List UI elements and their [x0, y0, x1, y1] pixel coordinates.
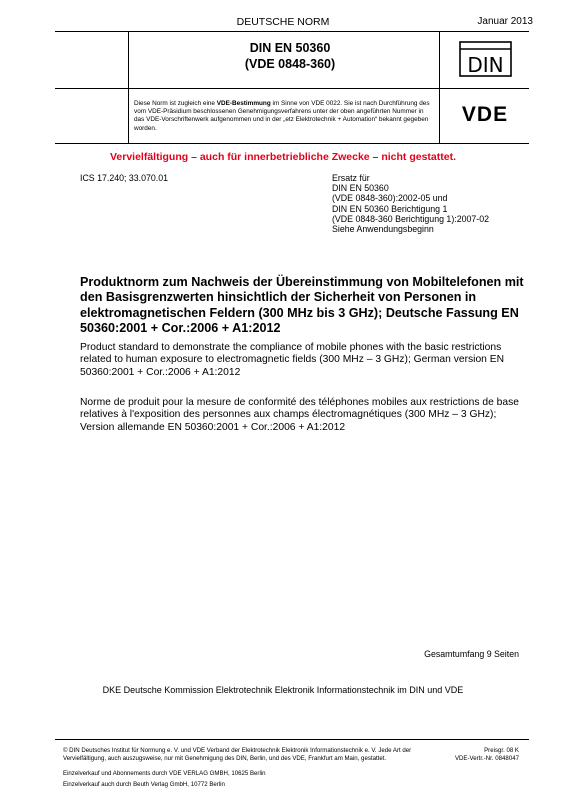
price-info [455, 747, 519, 762]
replaces-line: Ersatz für [332, 173, 370, 183]
vde-logo-text: VDE [461, 103, 509, 125]
vde-order-number: VDE-Vertr.-Nr. 0848047 [454, 754, 519, 762]
header-rule [55, 31, 529, 32]
standard-number: DIN EN 50360 [249, 41, 331, 55]
intro-text-bold: VDE-Bestimmung [216, 100, 271, 107]
intro-block-rule [55, 143, 529, 144]
document-type-label: DEUTSCHE NORM [236, 16, 330, 28]
copyright-notice: © DIN Deutsches Institut für Normung e. V. und VDE Verband der Elektrotechnik Elektronik Informationstechnik e. V. Jede Art der Vervielfältigung, auch auszugsweise, nur mit Genehmigung des DIN, Berlin, und des VDE, Frankfurt am Main, gestattet. [63, 747, 412, 762]
title-english: Product standard to demonstrate the compliance of mobile phones with the basic restrictions related to human exposure to electromagnetic fields (300 MHz – 3 GHz); German version EN 50360:2001 + Cor.:2006 + A1:2012 [80, 342, 505, 378]
din-logo-text: DIN [467, 53, 504, 77]
replaces-line: DIN EN 50360 Berichtigung 1 [332, 203, 448, 214]
footer-rule [55, 739, 529, 740]
replaces-block [332, 173, 532, 234]
intro-text-after: im Sinne von VDE 0022. Sie ist nach Durchführung des vom VDE-Präsidium beschlossenen Genehmigungsverfahrens unter der oben angeführten Nummer in das VDE-Vorschriftenwerk aufgenommen und in der „etz Elektrotechnik + Automation“ bekannt gegeben worden. [134, 100, 430, 132]
dke-committee: DKE Deutsche Kommission Elektrotechnik Elektronik Informationstechnik im DIN und VDE [102, 685, 464, 695]
distribution-beuth: Einzelverkauf auch durch Beuth Verlag GmbH, 10772 Berlin [63, 781, 225, 788]
distribution-vde: Einzelverkauf und Abonnements durch VDE VERLAG GMBH, 10625 Berlin [63, 770, 266, 777]
publication-date: Januar 2013 [477, 16, 533, 27]
vde-logo [447, 101, 523, 125]
title-block-rule [55, 88, 529, 89]
vde-regulation-statement [134, 100, 434, 133]
replaces-line: (VDE 0848-360 Berichtigung 1):2007-02 [332, 213, 489, 224]
title-german: Produktnorm zum Nachweis der Übereinstimmung von Mobiltelefonen mit den Basisgrenzwerten hinsichtlich der Sicherheit von Personen in elektromagnetischen Feldern (300 MHz bis 3 GHz); Deutsche Fassung EN 50360:2001 + Cor.:2006 + A1:2012 [80, 275, 524, 336]
intro-text-before: Diese Norm ist zugleich eine [134, 100, 217, 107]
replaces-line: Siehe Anwendungsbeginn [332, 224, 434, 235]
replaces-line: DIN EN 50360 [332, 183, 389, 194]
ics-code: ICS 17.240; 33.070.01 [80, 173, 169, 183]
top-header [0, 16, 566, 30]
din-logo [459, 41, 512, 77]
standard-number-block [130, 40, 450, 72]
frame-divider-left [128, 31, 129, 143]
title-french: Norme de produit pour la mesure de conformité des téléphones mobiles aux restrictions de base relatives à l'exposition des personnes aux champs électromagnétiques (300 MHz – 3 GHz); Version allemande EN 50360:2001 + Cor.:2006 + A1:2012 [80, 397, 519, 433]
reproduction-notice: Vervielfältigung – auch für innerbetriebliche Zwecke – nicht gestattet. [109, 151, 456, 163]
vde-classification: (VDE 0848-360) [244, 57, 336, 71]
price-group: Preisgr. 08 K [484, 747, 519, 754]
total-pages: Gesamtumfang 9 Seiten [424, 649, 519, 659]
replaces-line: (VDE 0848-360):2002-05 und [332, 193, 448, 204]
